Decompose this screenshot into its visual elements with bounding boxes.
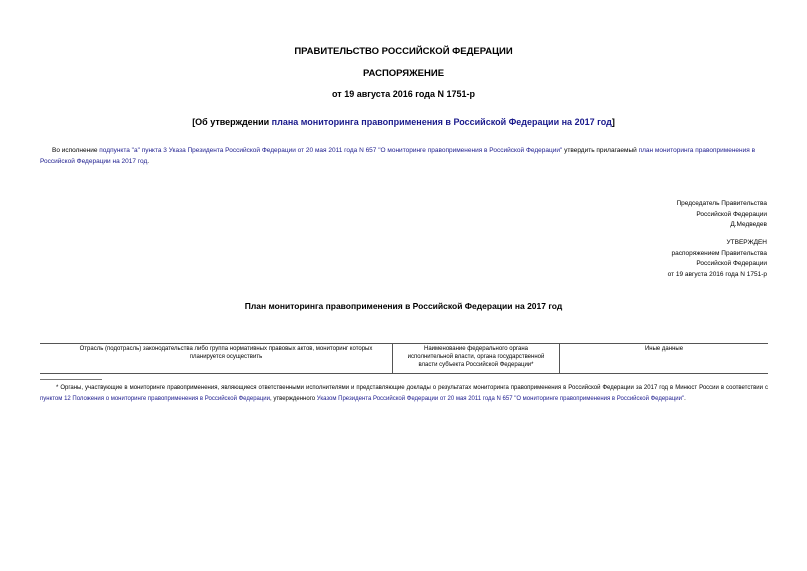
signature-block <box>567 199 767 231</box>
plan-table <box>40 343 768 374</box>
approval-line-3: Российской Федерации <box>696 260 767 267</box>
table-header-other: Иные данные <box>644 346 684 352</box>
footnote-text-2: , утвержденного <box>270 395 317 402</box>
footnote-text-1: * Органы, участвующие в мониторинге правоприменения, являющиеся ответственными исполнителями и представляющие доклады о результатах мониторинга правоприменения в Российской Федерации за 2017 год в Минюст России в соответствии с <box>56 385 768 391</box>
signature-position: Председатель Правительства <box>676 200 767 207</box>
approval-line-2: распоряжением Правительства <box>671 249 767 257</box>
footnote-divider <box>40 379 102 380</box>
body-text-3: . <box>147 158 150 165</box>
signature-country: Российской Федерации <box>696 210 767 218</box>
footnote-text-3: . <box>684 395 686 402</box>
signature-name: Д.Медведев <box>730 221 767 228</box>
plan-title: План мониторинга правоприменения в Российской Федерации на 2017 год <box>244 301 563 311</box>
table-header-authority: Наименование федерального органа исполнительной власти, органа государственной власти субъекта Российской Федерации* <box>392 344 560 373</box>
plan-link[interactable]: план мониторинга правоприменения в Российской Федерации на 2017 год <box>40 147 756 165</box>
title-open: [Об утверждении <box>192 117 272 127</box>
presidential-decree-link[interactable]: Указом Президента Российской Федерации от 20 мая 2011 года N 657 "О мониторинге правоприменения в Российской Федерации" <box>316 395 685 402</box>
approval-block <box>567 238 767 280</box>
title-close: ] <box>611 117 615 127</box>
government-header: ПРАВИТЕЛЬСТВО РОССИЙСКОЙ ФЕДЕРАЦИИ <box>294 46 513 57</box>
body-text-1: Во исполнение <box>52 147 100 154</box>
body-paragraph <box>40 145 768 167</box>
document-date-number: от 19 августа 2016 года N 1751-р <box>332 89 475 99</box>
document-type: РАСПОРЯЖЕНИЕ <box>362 68 445 79</box>
decree-subparagraph-link[interactable]: подпункта "а" пункта 3 Указа Президента Российской Федерации от 20 мая 2011 года N 657 "О мониторинге правоприменения в Российской Федерации" <box>99 147 563 154</box>
body-text-2: утвердить прилагаемый <box>562 147 639 154</box>
footnote <box>40 383 768 404</box>
approval-heading: УТВЕРЖДЕН <box>726 239 767 246</box>
title-plan-link[interactable]: плана мониторинга правоприменения в Российской Федерации на 2017 год <box>271 117 612 127</box>
regulation-point-link[interactable]: пунктом 12 Положения о мониторинге правоприменения в Российской Федерации <box>40 395 271 402</box>
document-title <box>0 117 807 127</box>
table-header-area: Отрасль (подотрасль) законодательства либо группа нормативных правовых актов, мониторинг которых планируется осуществить <box>79 346 373 360</box>
approval-line-4: от 19 августа 2016 года N 1751-р <box>667 270 767 278</box>
